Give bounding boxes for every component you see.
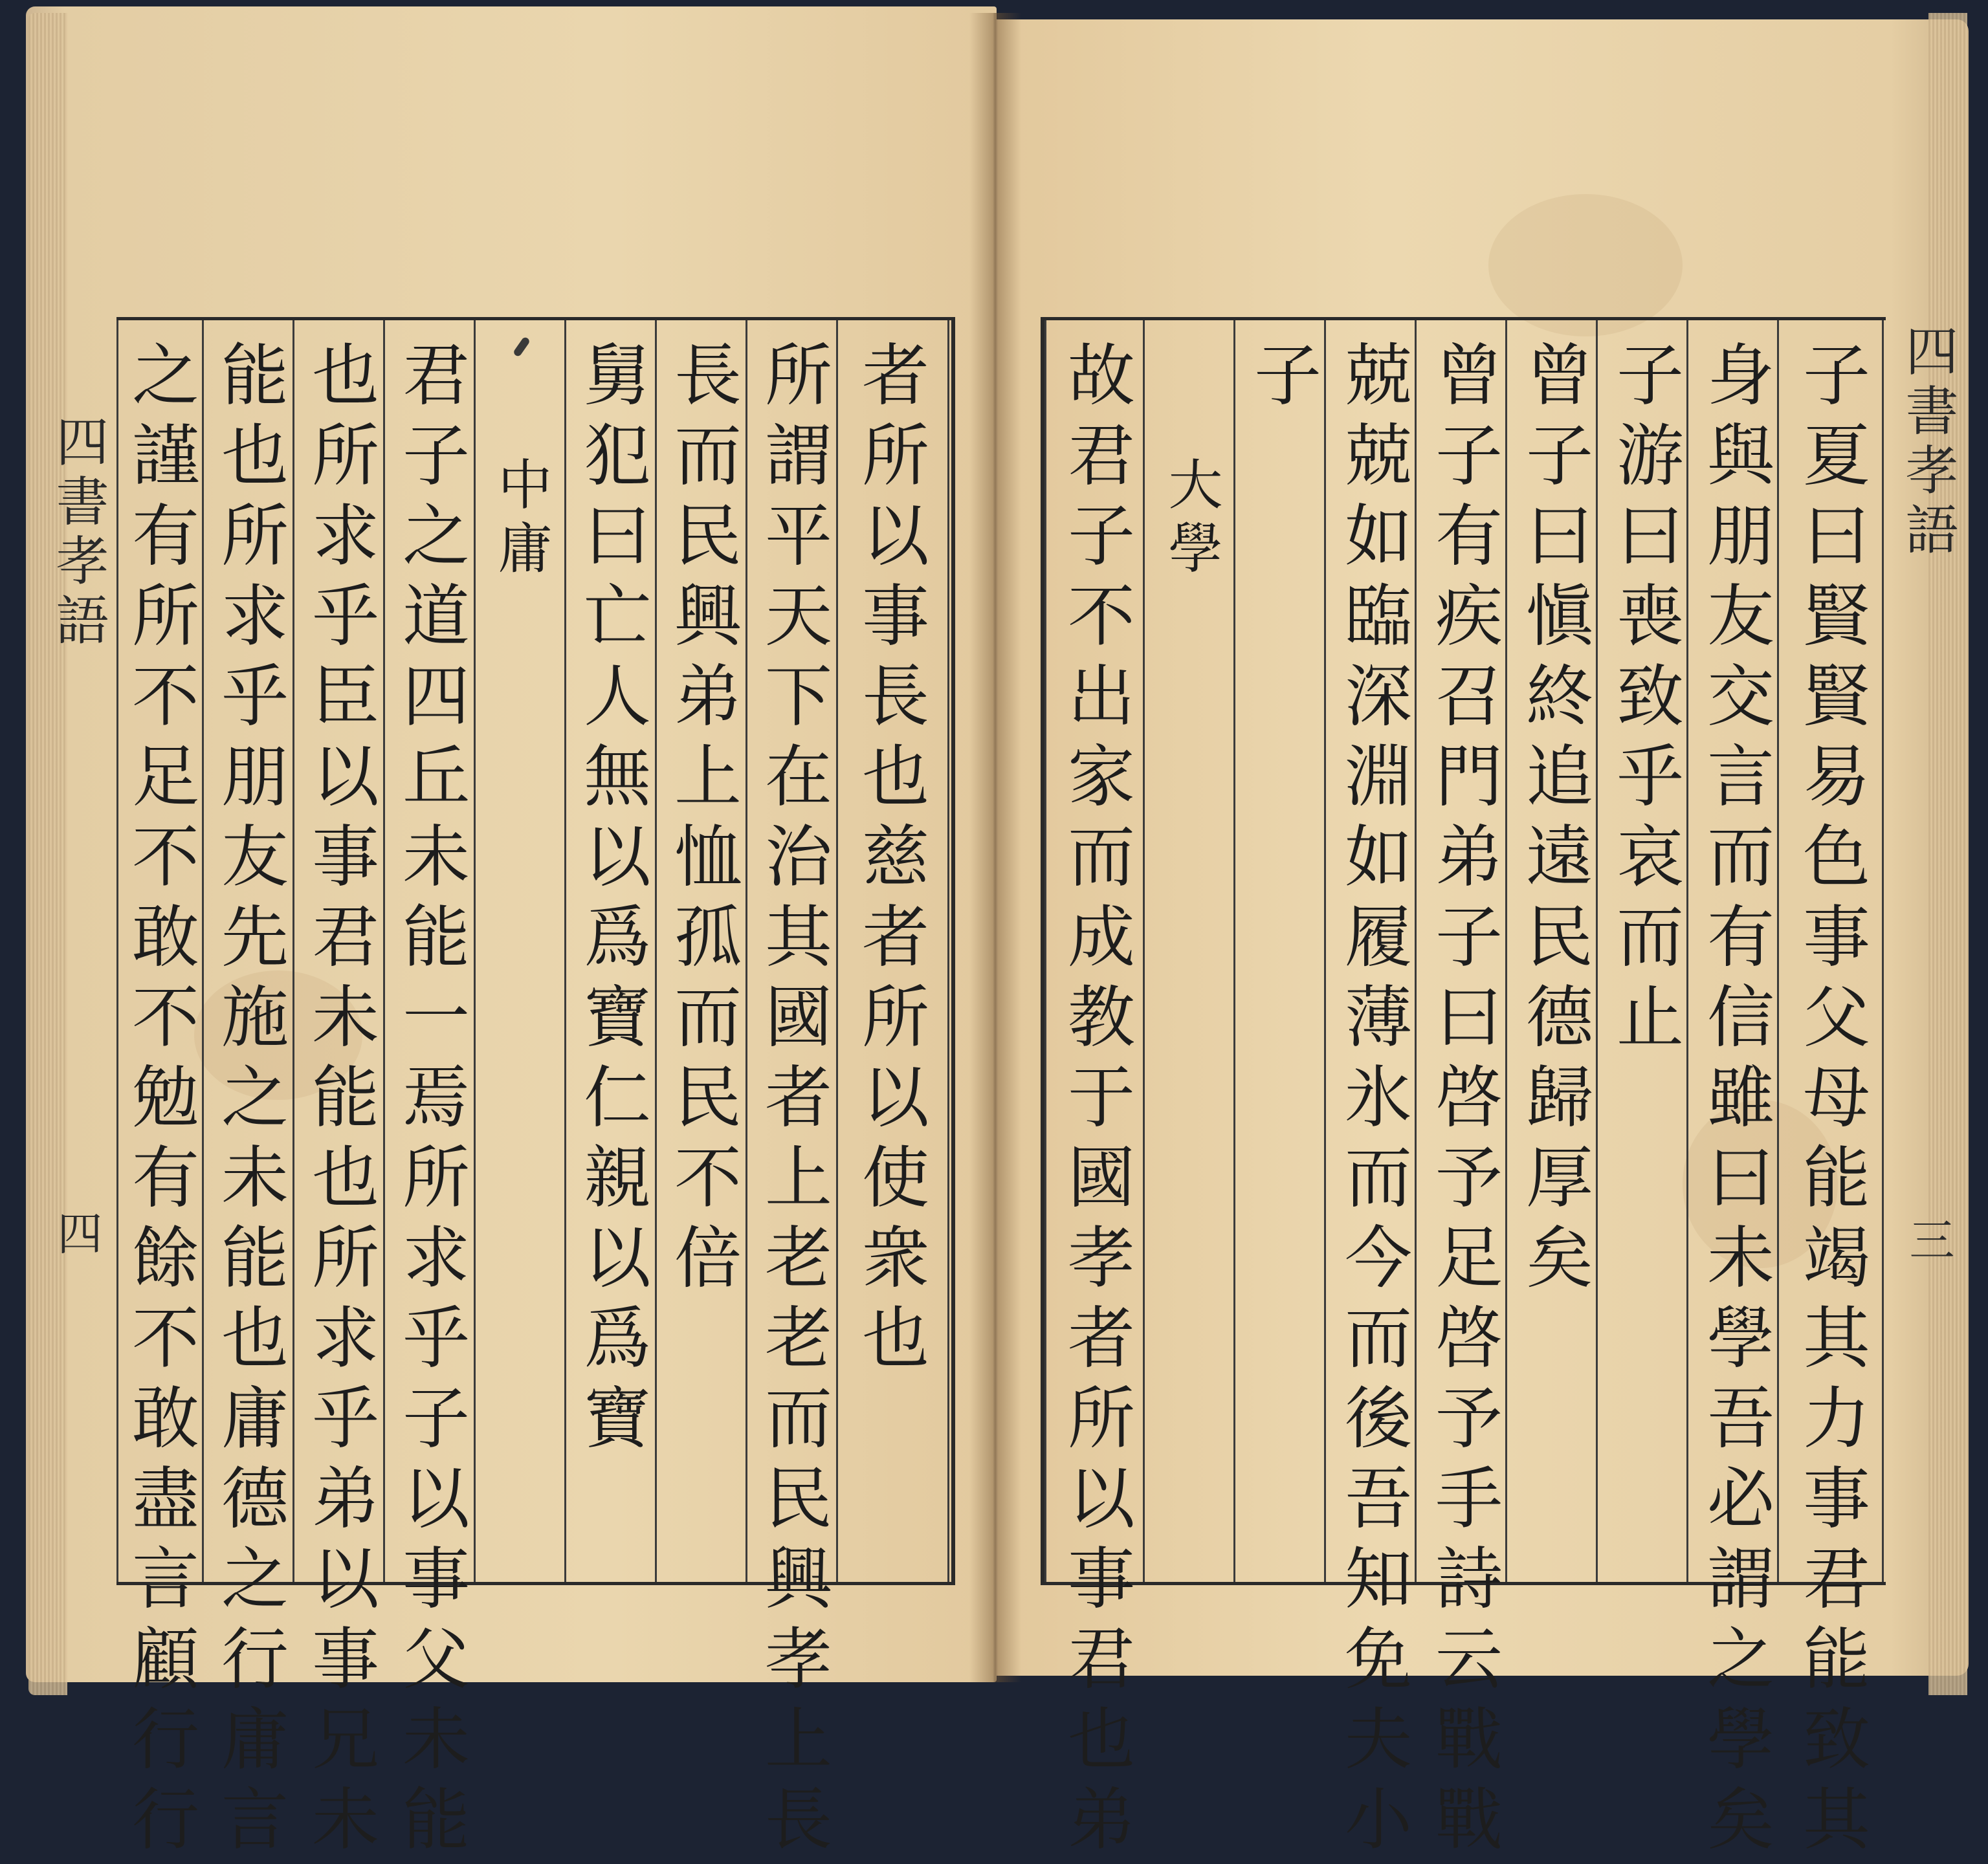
column-rule [1686, 320, 1688, 1582]
text-column: 所謂平天下在治其國者上老老而民興孝上長 [753, 340, 832, 1864]
margin-title: 四書孝語 [1897, 323, 1958, 562]
folio-number: 三 [1902, 1216, 1955, 1262]
section-heading: 大學 [1160, 456, 1223, 583]
column-rule [1505, 320, 1507, 1582]
text-column: 身與朋友交言而有信雖曰未學吾必謂之學矣 [1695, 340, 1774, 1864]
section-heading: 中庸 [489, 456, 553, 583]
right-text-frame [1041, 317, 1886, 1864]
text-column: 曾子有疾召門弟子曰啓予足啓予手詩云戰戰 [1424, 340, 1503, 1864]
column-rule [947, 320, 949, 1582]
text-column: 者所以事長也慈者所以使衆也 [850, 340, 929, 1383]
column-rule [836, 320, 838, 1582]
text-column: 能也所求乎朋友先施之未能也庸德之行庸言 [210, 340, 289, 1864]
text-column: 子 [1242, 340, 1321, 420]
column-rule [746, 320, 747, 1582]
text-column: 子游曰喪致乎哀而止 [1605, 340, 1684, 1062]
text-column: 長而民興弟上恤孤而民不倍 [663, 340, 742, 1302]
column-rule [202, 320, 204, 1582]
paper-stain [1488, 194, 1683, 336]
column-rule [1324, 320, 1326, 1582]
column-rule [293, 320, 294, 1582]
column-rule [1596, 320, 1598, 1582]
column-rule [1777, 320, 1779, 1582]
column-rule [564, 320, 566, 1582]
text-column: 兢兢如臨深淵如履薄氷而今而後吾知免夫小 [1333, 340, 1412, 1864]
book-gutter [969, 13, 1021, 1682]
column-rule [1233, 320, 1235, 1582]
margin-title: 四書孝語 [47, 414, 109, 652]
left-page-edges [28, 13, 67, 1695]
column-rule [1415, 320, 1417, 1582]
right-page-edges [1928, 13, 1967, 1695]
column-rule [474, 320, 476, 1582]
text-column: 也所求乎臣以事君未能也所求乎弟以事兄未 [300, 340, 379, 1864]
text-column: 故君子不出家而成教于國孝者所以事君也弟 [1056, 340, 1135, 1864]
text-column: 曾子曰愼終追遠民德歸厚矣 [1514, 340, 1593, 1302]
text-column: 之謹有所不足不敢不勉有餘不敢盡言顧行行 [120, 340, 199, 1864]
column-rule [655, 320, 657, 1582]
column-rule [1143, 320, 1145, 1582]
left-text-frame [116, 317, 955, 1864]
folio-number: 四 [50, 1210, 103, 1255]
text-column: 舅犯曰亡人無以爲寶仁親以爲寶 [572, 340, 651, 1463]
column-rule [1044, 320, 1046, 1582]
column-rule [116, 320, 118, 1582]
column-rule [1882, 320, 1884, 1582]
text-column: 子夏曰賢賢易色事父母能竭其力事君能致其 [1791, 340, 1870, 1864]
column-rule [383, 320, 385, 1582]
text-column: 君子之道四丘未能一焉所求乎子以事父未能 [391, 340, 470, 1864]
